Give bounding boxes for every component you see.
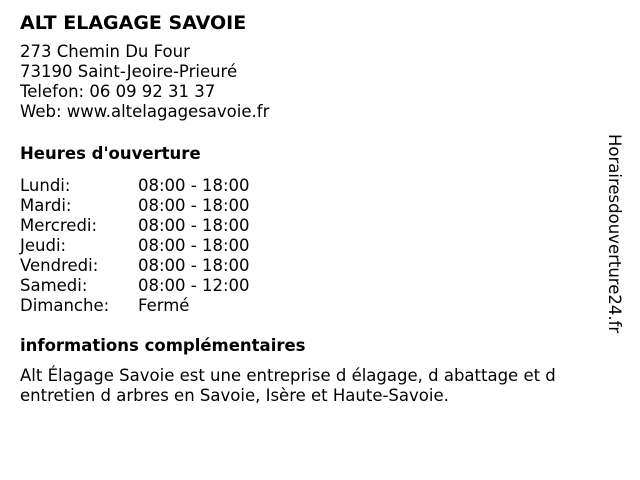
hours-day: Samedi:: [20, 276, 88, 295]
hours-row-tuesday: [20, 196, 620, 216]
hours-time: Fermé: [138, 296, 190, 315]
hours-day: Lundi:: [20, 176, 71, 195]
hours-row-thursday: [20, 236, 620, 256]
hours-time: 08:00 - 18:00: [138, 196, 250, 215]
site-watermark: Horairesdouverture24.fr: [605, 134, 624, 334]
business-name: ALT ELAGAGE SAVOIE: [20, 12, 247, 34]
hours-row-monday: [20, 176, 620, 196]
hours-day: Mercredi:: [20, 216, 98, 235]
hours-day: Dimanche:: [20, 296, 110, 315]
hours-day: Mardi:: [20, 196, 72, 215]
info-description: Alt Élagage Savoie est une entreprise d élagage, d abattage et d entretien d arbres en Savoie, Isère et Haute-Savoie.: [20, 366, 556, 405]
hours-time: 08:00 - 18:00: [138, 236, 250, 255]
hours-row-friday: [20, 256, 620, 276]
hours-row-wednesday: [20, 216, 620, 236]
opening-hours-table: [20, 176, 620, 316]
hours-time: 08:00 - 18:00: [138, 176, 250, 195]
street-address: 273 Chemin Du Four: [20, 42, 190, 61]
business-card: [20, 10, 620, 406]
hours-time: 08:00 - 18:00: [138, 256, 250, 275]
hours-time: 08:00 - 18:00: [138, 216, 250, 235]
hours-row-sunday: [20, 296, 620, 316]
info-heading: informations complémentaires: [20, 336, 306, 355]
phone-number: Telefon: 06 09 92 31 37: [20, 82, 216, 101]
hours-day: Jeudi:: [20, 236, 67, 255]
website: Web: www.altelagagesavoie.fr: [20, 102, 270, 121]
city-address: 73190 Saint-Jeoire-Prieuré: [20, 62, 238, 81]
hours-time: 08:00 - 12:00: [138, 276, 250, 295]
hours-row-saturday: [20, 276, 620, 296]
hours-day: Vendredi:: [20, 256, 99, 275]
hours-heading: Heures d'ouverture: [20, 144, 201, 163]
